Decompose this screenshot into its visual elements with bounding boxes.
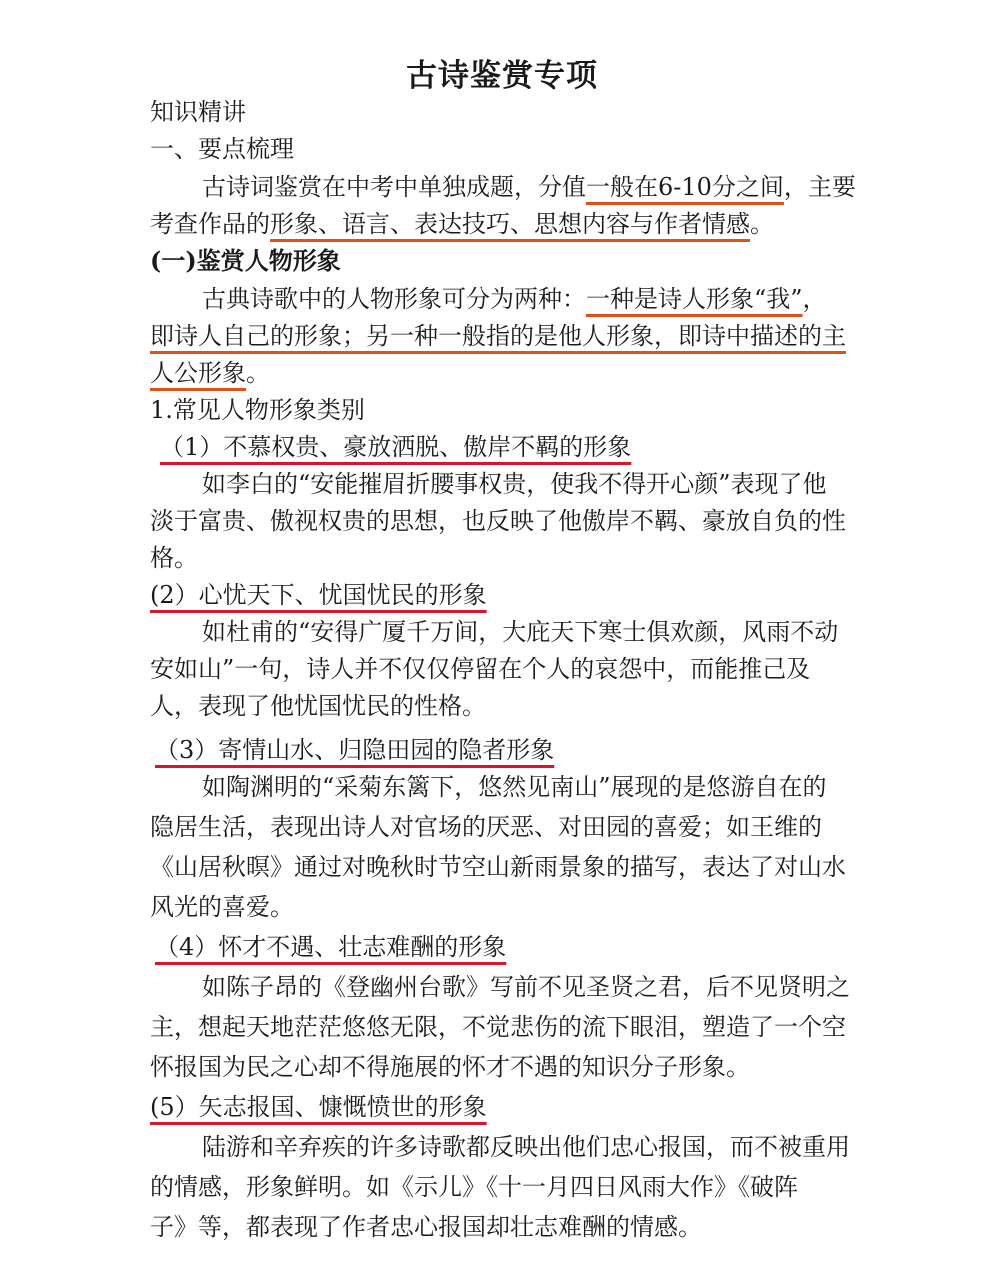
paragraph-line: 陆游和辛弃疾的许多诗歌都反映出他们忠心报国，而不被重用: [202, 1133, 850, 1161]
text-run: 。: [246, 359, 270, 387]
paragraph-line: 子》等，都表现了作者忠心报国却壮志难酬的情感。: [150, 1213, 702, 1241]
text-run: ，主要: [783, 173, 856, 201]
paragraph-line: 人，表现了他忧国忧民的性格。: [150, 692, 486, 720]
underlined-text: 人公形象: [150, 359, 246, 387]
underlined-text: 一种是诗人形象“我”: [586, 285, 803, 313]
category-label: [160, 432, 890, 462]
text-run: 古诗词鉴赏在中考中单独成题，分值: [202, 173, 586, 201]
paragraph-line: 如李白的“安能摧眉折腰事权贵，使我不得开心颜”表现了他: [202, 470, 827, 498]
category-label: [155, 735, 885, 765]
paragraph-line: 风光的喜爱。: [150, 893, 294, 921]
underlined-text: (5）矢志报国、慷慨愤世的形象: [150, 1093, 487, 1121]
underlined-text: 一般在6-10分之间: [586, 173, 784, 201]
text-run: 。: [750, 210, 774, 238]
category-label: [150, 580, 880, 610]
page-title: 古诗鉴赏专项: [406, 58, 598, 94]
paragraph-line: 如陶渊明的“采菊东篱下，悠然见南山”展现的是悠游自在的: [202, 773, 827, 801]
paragraph-line: 《山居秋暝》通过对晚秋时节空山新雨景象的描写，表达了对山水: [150, 853, 846, 881]
text-run: 考查作品的: [150, 210, 270, 238]
category-label: [150, 1092, 880, 1122]
underlined-text: 另一种一般指的是他人形象，即诗中描述的主: [366, 322, 846, 350]
text-run: 古典诗歌中的人物形象可分为两种：: [202, 285, 586, 313]
paragraph-line: [150, 358, 880, 388]
paragraph-line: 如陈子昂的《登幽州台歌》写前不见圣贤之君，后不见贤明之: [202, 973, 850, 1001]
paragraph-line: [150, 209, 880, 239]
paragraph-line: [150, 284, 932, 314]
underlined-text: (2）心忧天下、忧国忧民的形象: [150, 581, 487, 609]
underlined-text: 即诗人自己的形象；: [150, 322, 366, 350]
paragraph-line: 淡于富贵、傲视权贵的思想，也反映了他傲岸不羁、豪放自负的性: [150, 507, 846, 535]
paragraph-line: 安如山”一句，诗人并不仅仅停留在个人的哀怨中，而能推己及: [150, 655, 811, 683]
paragraph-line: [150, 172, 932, 202]
text-run: ，: [802, 285, 827, 313]
paragraph-line: 主，想起天地茫茫悠悠无限，不觉悲伤的流下眼泪，塑造了一个空: [150, 1013, 846, 1041]
subsection-heading: (一)鉴赏人物形象: [150, 246, 341, 275]
category-label: [155, 932, 885, 962]
subtitle: 知识精讲: [150, 98, 246, 126]
underlined-text: （1）不慕权贵、豪放洒脱、傲岸不羁的形象: [160, 433, 632, 461]
underlined-text: （3）寄情山水、归隐田园的隐者形象: [155, 736, 555, 764]
paragraph-line: 的情感，形象鲜明。如《示儿》《十一月四日风雨大作》《破阵: [150, 1173, 798, 1201]
underlined-text: 形象、语言、表达技巧、思想内容与作者情感: [270, 210, 750, 238]
paragraph-line: 怀报国为民之心却不得施展的怀才不遇的知识分子形象。: [150, 1053, 750, 1081]
underlined-text: （4）怀才不遇、壮志难酬的形象: [155, 933, 507, 961]
paragraph-line: 隐居生活，表现出诗人对官场的厌恶、对田园的喜爱；如王维的: [150, 813, 822, 841]
paragraph-line: 格。: [150, 544, 198, 572]
section-heading: 一、要点梳理: [150, 135, 294, 163]
paragraph-line: 如杜甫的“安得广厦千万间，大庇天下寒士俱欢颜，风雨不动: [202, 618, 839, 646]
categories-heading: 1.常见人物形象类别: [150, 396, 365, 424]
paragraph-line: [150, 321, 880, 351]
